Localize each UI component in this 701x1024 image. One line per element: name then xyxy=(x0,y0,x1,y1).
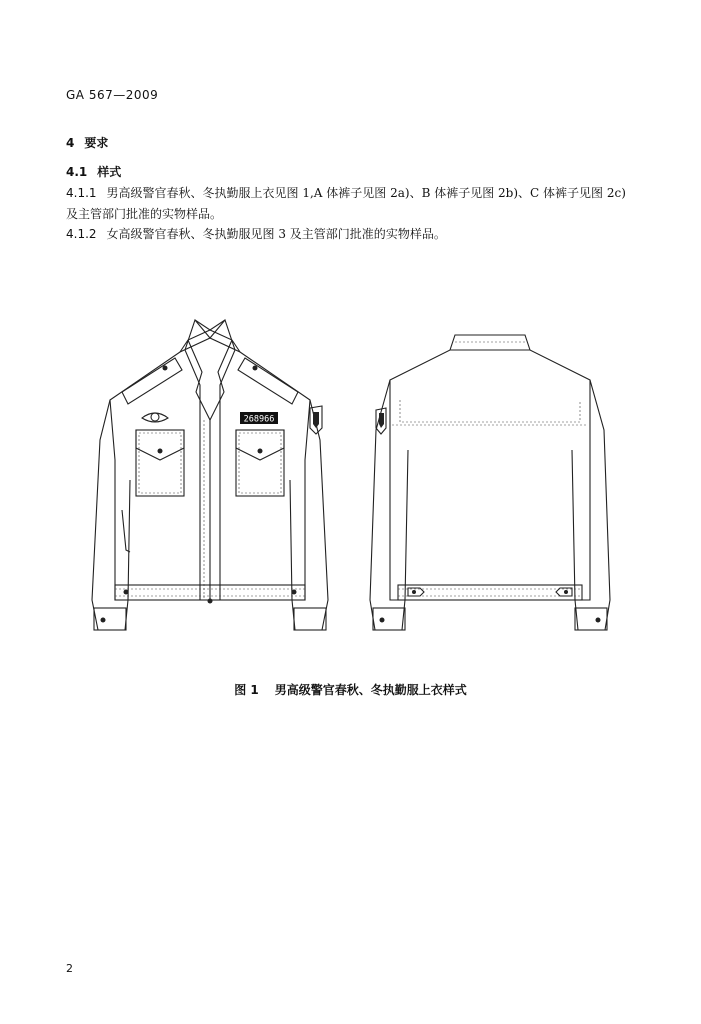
standard-code: GA 567—2009 xyxy=(66,88,159,102)
jacket-back-view xyxy=(370,335,610,630)
clause-number: 4.1.1 xyxy=(66,186,97,200)
clause-number: 4.1.2 xyxy=(66,227,97,241)
jacket-illustration xyxy=(70,300,630,660)
figure-number: 图 1 xyxy=(234,683,259,697)
section-title: 要求 xyxy=(84,136,109,150)
figure-caption xyxy=(0,681,701,698)
clause-text: 男高级警官春秋、冬执勤服上衣见图 1,A 体裤子见图 2a)、B 体裤子见图 2b)、C 体裤子见图 2c) xyxy=(106,186,626,200)
figure-caption-text: 男高级警官春秋、冬执勤服上衣样式 xyxy=(274,683,467,697)
clause-4-1-1-line-2: 及主管部门批准的实物样品。 xyxy=(66,207,223,221)
badge-number: 268966 xyxy=(243,414,275,425)
page-number: 2 xyxy=(66,962,73,975)
clause-4-1-2 xyxy=(66,225,446,242)
clause-text: 女高级警官春秋、冬执勤服见图 3 及主管部门批准的实物样品。 xyxy=(106,227,446,241)
clause-4-1-1-line-1 xyxy=(66,184,626,201)
section-number: 4 xyxy=(66,136,75,150)
subsection-heading xyxy=(66,163,121,180)
subsection-number: 4.1 xyxy=(66,165,88,179)
subsection-title: 样式 xyxy=(97,165,122,179)
jacket-front-view xyxy=(92,320,328,630)
section-heading xyxy=(66,134,108,151)
